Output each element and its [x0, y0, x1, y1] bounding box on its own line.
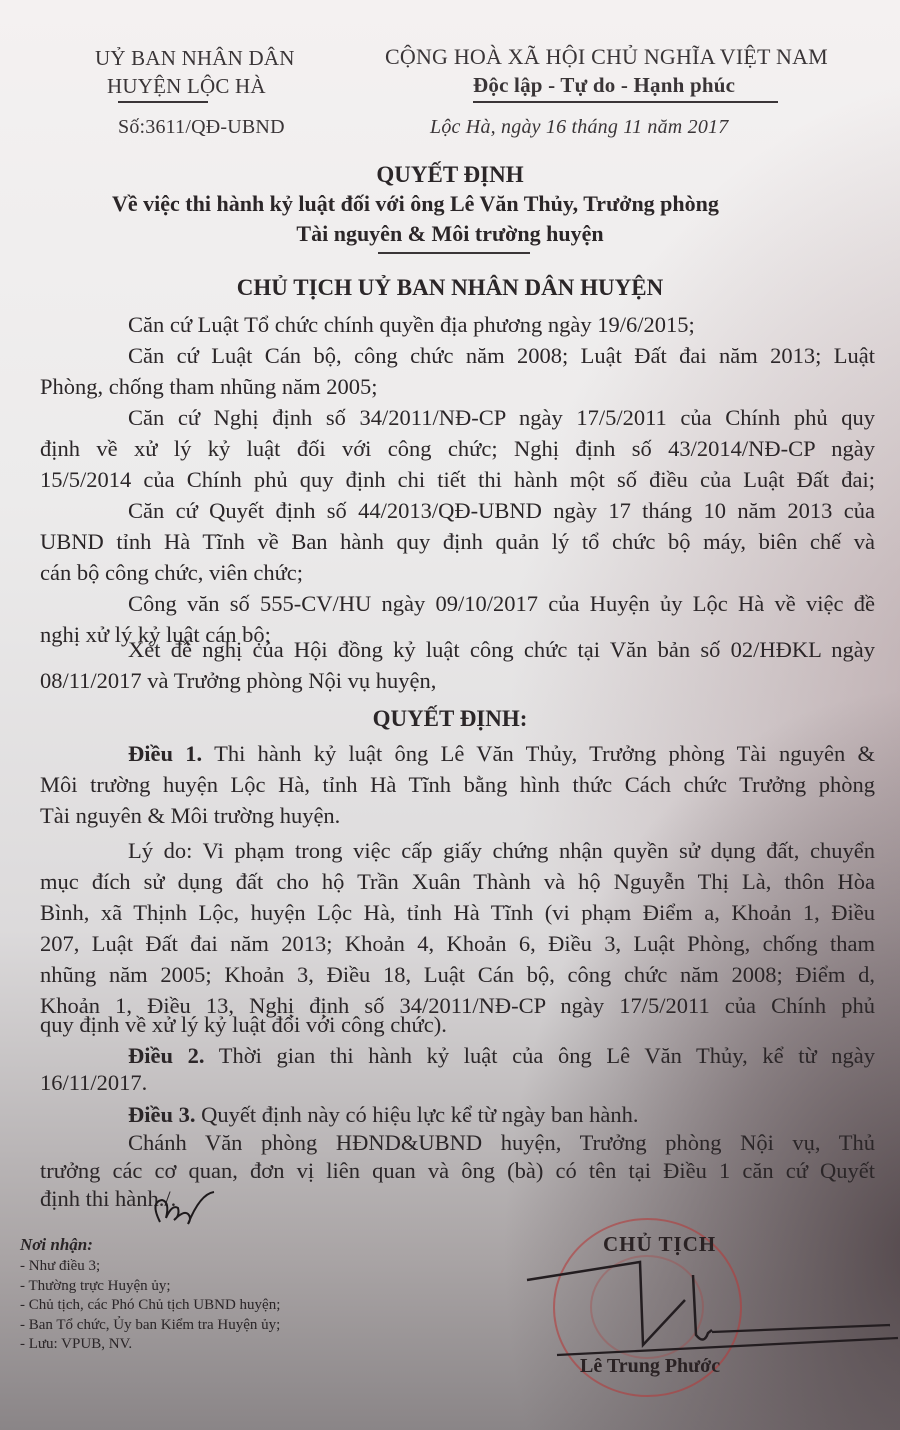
preamble-line: Công văn số 555-CV/HU ngày 09/10/2017 của Huyện ủy Lộc Hà về việc đề — [128, 591, 875, 616]
signer-title: CHỦ TỊCH — [603, 1232, 717, 1256]
closing-line: Chánh Văn phòng HĐND&UBND huyện, Trưởng phòng Nội vụ, Thủ — [128, 1130, 875, 1155]
decision-heading: QUYẾT ĐỊNH: — [372, 706, 528, 731]
closing-line: trưởng các cơ quan, đơn vị liên quan và ông (bà) có tên tại Điều 1 căn cứ Quyết — [40, 1158, 875, 1183]
reason-line: 207, Luật Đất đai năm 2013; Khoản 4, Khoản 6, Điều 3, Luật Phòng, chống tham — [40, 931, 875, 956]
preamble-line: 08/11/2017 và Trưởng phòng Nội vụ huyện, — [40, 668, 437, 693]
article-2-line: Điều 2. Thời gian thi hành kỷ luật của ông Lê Văn Thủy, kể từ ngày — [128, 1043, 876, 1068]
preamble-line: Căn cứ Nghị định số 34/2011/NĐ-CP ngày 17/5/2011 của Chính phủ quy — [128, 405, 875, 430]
article-2-label: Điều 2. — [128, 1043, 205, 1068]
authority-heading: CHỦ TỊCH UỶ BAN NHÂN DÂN HUYỆN — [236, 275, 664, 300]
article-1-line: Tài nguyên & Môi trường huyện. — [40, 803, 341, 828]
recipient-item: - Thường trực Huyện ủy; — [20, 1277, 171, 1294]
subject-line2: Tài nguyên & Môi trường huyện — [296, 221, 604, 246]
recipient-item: - Như điều 3; — [20, 1258, 101, 1274]
document-title: QUYẾT ĐỊNH — [376, 162, 524, 187]
issue-date: Lộc Hà, ngày 16 tháng 11 năm 2017 — [430, 116, 729, 138]
recipient-item: - Chủ tịch, các Phó Chủ tịch UBND huyện; — [20, 1297, 281, 1313]
recipients-title: Nơi nhận: — [20, 1235, 93, 1254]
preamble-line: cán bộ công chức, viên chức; — [40, 560, 304, 585]
preamble-line: định về xử lý kỷ luật đối với công chức; Nghị định số 43/2014/NĐ-CP ngày — [40, 436, 875, 461]
preamble-line: nghị xử lý kỷ luật cán bộ; — [40, 622, 271, 647]
article-1-line: Môi trường huyện Lộc Hà, tỉnh Hà Tĩnh bằng hình thức Cách chức Trưởng phòng — [40, 772, 875, 797]
issuer-line2: HUYỆN LỘC HÀ — [107, 74, 266, 98]
preamble-line: Căn cứ Quyết định số 44/2013/QĐ-UBND ngày 17 tháng 10 năm 2013 của — [128, 498, 875, 523]
preamble-line: Căn cứ Luật Tổ chức chính quyền địa phương ngày 19/6/2015; — [128, 312, 695, 337]
reason-line: mục đích sử dụng đất cho hộ Trần Xuân Thành và hộ Nguyễn Thị Là, thôn Hòa — [40, 869, 875, 894]
preamble-line: 15/5/2014 của Chính phủ quy định chi tiết thi hành một số điều của Luật Đất đai; — [40, 467, 875, 492]
article-1-label: Điều 1. — [128, 741, 203, 766]
article-2-line: 16/11/2017. — [40, 1070, 148, 1095]
reason-line: Lý do: Vi phạm trong việc cấp giấy chứng nhận quyền sử dụng đất, chuyển — [128, 838, 875, 863]
recipient-item: - Lưu: VPUB, NV. — [20, 1336, 133, 1352]
national-motto: Độc lập - Tự do - Hạnh phúc — [473, 73, 736, 97]
closing-line: định thi hành./. — [40, 1186, 177, 1211]
preamble-line: Căn cứ Luật Cán bộ, công chức năm 2008; Luật Đất đai năm 2013; Luật — [128, 343, 875, 368]
reason-line: quy định về xử lý kỷ luật đối với công chức). — [40, 1012, 447, 1037]
recipient-item: - Ban Tổ chức, Ủy ban Kiểm tra Huyện ủy; — [20, 1316, 281, 1333]
reason-line: Khoản 1, Điều 13, Nghị định số 34/2011/NĐ-CP ngày 17/5/2011 của Chính phủ — [40, 993, 875, 1018]
issuer-line1: UỶ BAN NHÂN DÂN — [95, 46, 295, 70]
preamble-line: Phòng, chống tham nhũng năm 2005; — [40, 374, 378, 399]
article-1-line: Điều 1. Thi hành kỷ luật ông Lê Văn Thủy, Trưởng phòng Tài nguyên & — [128, 741, 876, 766]
preamble-line: UBND tỉnh Hà Tĩnh về Ban hành quy định quản lý tổ chức bộ máy, biên chế và — [40, 529, 875, 554]
national-title: CỘNG HOÀ XÃ HỘI CHỦ NGHĨA VIỆT NAM — [385, 44, 828, 69]
article-3-line: Điều 3. Quyết định này có hiệu lực kể từ ngày ban hành. — [128, 1102, 639, 1127]
article-3-label: Điều 3. — [128, 1102, 196, 1127]
reason-line: Bình, xã Thịnh Lộc, huyện Lộc Hà, tỉnh Hà Tĩnh (vi phạm Điểm a, Khoản 1, Điều — [40, 900, 875, 925]
reason-line: nhũng năm 2005; Khoản 3, Điều 18, Luật Cán bộ, công chức năm 2008; Điểm d, — [40, 962, 875, 987]
document-number: Số:3611/QĐ-UBND — [118, 116, 285, 138]
subject-line1: Về việc thi hành kỷ luật đối với ông Lê Văn Thủy, Trưởng phòng — [112, 191, 719, 216]
preamble-line: Xét đề nghị của Hội đồng kỷ luật công chức tại Văn bản số 02/HĐKL ngày — [128, 637, 875, 662]
signer-name: Lê Trung Phước — [580, 1355, 721, 1377]
